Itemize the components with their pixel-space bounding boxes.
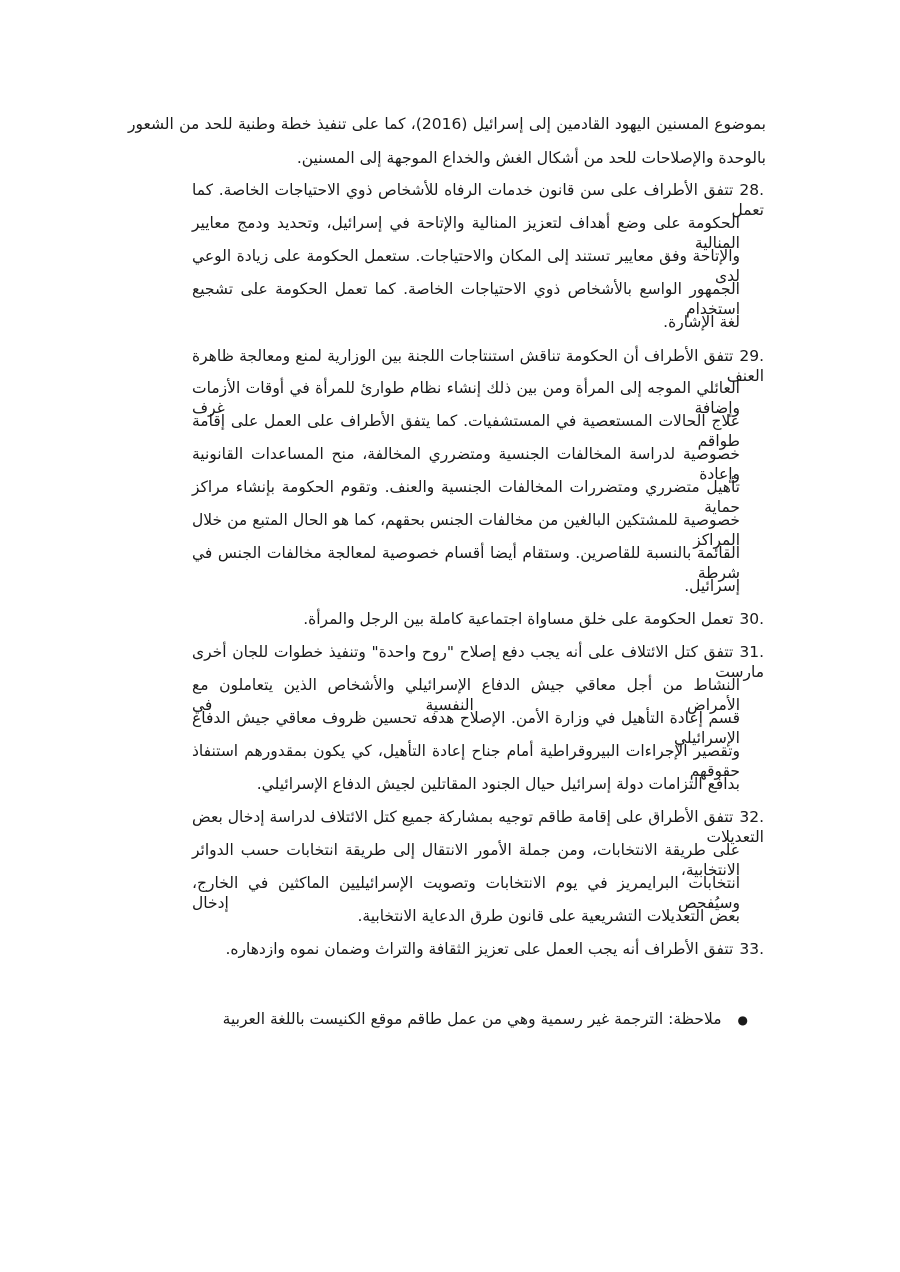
item-text: تتفق الأطراف على سن قانون خدمات الرفاه للأشخاص ذوي الاحتياجات الخاصة. كما تعمل (192, 181, 764, 219)
item-text: تتفق الأطراق على إقامة طاقم توجيه بمشاركة جميع كتل الائتلاف لدراسة إدخال بعض التعديلات (192, 808, 764, 846)
item-29-line-6: خصوصية للمشتكين البالغين من مخالفات الجنس بحقهم، كما هو الحال المتبع من خلال المراكز (192, 511, 740, 549)
item-31-line-5: بدافع التزامات دولة إسرائيل حيال الجنود المقاتلين لجيش الدفاع الإسرائيلي. (256, 775, 740, 793)
item-28-line-4: الجمهور الواسع بالأشخاص ذوي الاحتياجات الخاصة. كما تعمل الحكومة على تشجيع استخدام (192, 280, 740, 318)
item-number: 29. (739, 347, 764, 365)
item-31-line-3: قسم إعادة التأهيل في وزارة الأمن. الإصلاح هدفه تحسين ظروف معاقي جيش الدفاع الإسرائيلي (192, 709, 740, 747)
item-28-line-5: لغة الإشارة. (663, 313, 740, 331)
item-29-line-4: خصوصية لدراسة المخالفات الجنسية ومتضرري المخالفة، منح المساعدات القانونية وإعادة (192, 445, 740, 483)
item-number: 28. (739, 181, 764, 199)
item-number: 30. (739, 610, 764, 628)
note-text: ملاحظة: الترجمة غير رسمية وهي من عمل طاقم موقع الكنيست باللغة العربية (222, 1010, 722, 1028)
item-number: 32. (739, 808, 764, 826)
item-text: تعمل الحكومة على خلق مساواة اجتماعية كاملة بين الرجل والمرأة. (303, 610, 734, 628)
item-29-line-3: علاج الحالات المستعصية في المستشفيات. كما يتفق الأطراف على العمل على إقامة طواقم (192, 412, 740, 450)
item-29-line-5: تأهيل متضرري ومتضررات المخالفات الجنسية والعنف. وتقوم الحكومة بإنشاء مراكز حماية (192, 478, 740, 516)
item-32-line-4: بعض التعديلات التشريعية على قانون طرق الدعاية الانتخابية. (357, 907, 740, 925)
bullet-icon: ● (737, 1012, 748, 1027)
intro-line-1: بموضوع المسنين اليهود القادمين إلى إسرائيل (2016)، كما على تنفيذ خطة وطنية للحد من الشعور (128, 115, 766, 133)
item-number: 31. (739, 643, 764, 661)
item-31-line-2: النشاط من أجل معاقي جيش الدفاع الإسرائيلي والأشخاص الذين يتعاملون مع الأمراض النفسية في (192, 676, 740, 714)
translation-note (223, 1009, 748, 1030)
list-item-33 (225, 939, 764, 959)
intro-line-2: بالوحدة والإصلاحات للحد من أشكال الغش والخداع الموجهة إلى المسنين. (296, 149, 766, 167)
item-text: تتفق الأطراف أنه يجب العمل على تعزيز الثقافة والتراث وضمان نموه وازدهاره. (225, 940, 734, 958)
item-32-line-2: على طريقة الانتخابات، ومن جملة الأمور الانتقال إلى طريقة انتخابات حسب الدوائر الانتخابية، (192, 841, 740, 879)
item-28-line-3: والإتاحة وفق معايير تستند إلى المكان والاحتياجات. ستعمل الحكومة على زيادة الوعي لدى (192, 247, 740, 285)
item-29-line-7: القائمة بالنسبة للقاصرين. وستقام أيضا أقسام خصوصية لمعالجة مخالفات الجنس في شرطة (192, 544, 740, 582)
list-item-30 (303, 609, 764, 629)
item-number: 33. (739, 940, 764, 958)
item-28-line-2: الحكومة على وضع أهداف لتعزيز المنالية والإتاحة في إسرائيل، وتحديد ودمج معايير المنالية (192, 214, 740, 252)
item-text: تتفق الأطراف أن الحكومة تناقش استنتاجات اللجنة بين الوزارية لمنع ومعالجة ظاهرة العنف (192, 347, 764, 385)
item-32-line-3: انتخابات البرايمريز في يوم الانتخابات وتصويت الإسرائيليين الماكثين في الخارج، وسيُفحص إدخال (192, 874, 740, 912)
item-31-line-4: وتقصير الإجراءات البيروقراطية أمام جناح إعادة التأهيل، كي يكون بمقدورهم استنفاذ حقوقهم (192, 742, 740, 780)
item-29-line-2: العائلي الموجه إلى المرأة ومن بين ذلك إنشاء نظام طوارئ للمرأة في أوقات الأزمات وإضافة غرف (192, 379, 740, 417)
item-29-line-8: إسرائيل. (684, 577, 740, 595)
item-text: تتفق كتل الائتلاف على أنه يجب دفع إصلاح "روح واحدة" وتنفيذ خطوات للجان أخرى مارست (192, 643, 764, 681)
